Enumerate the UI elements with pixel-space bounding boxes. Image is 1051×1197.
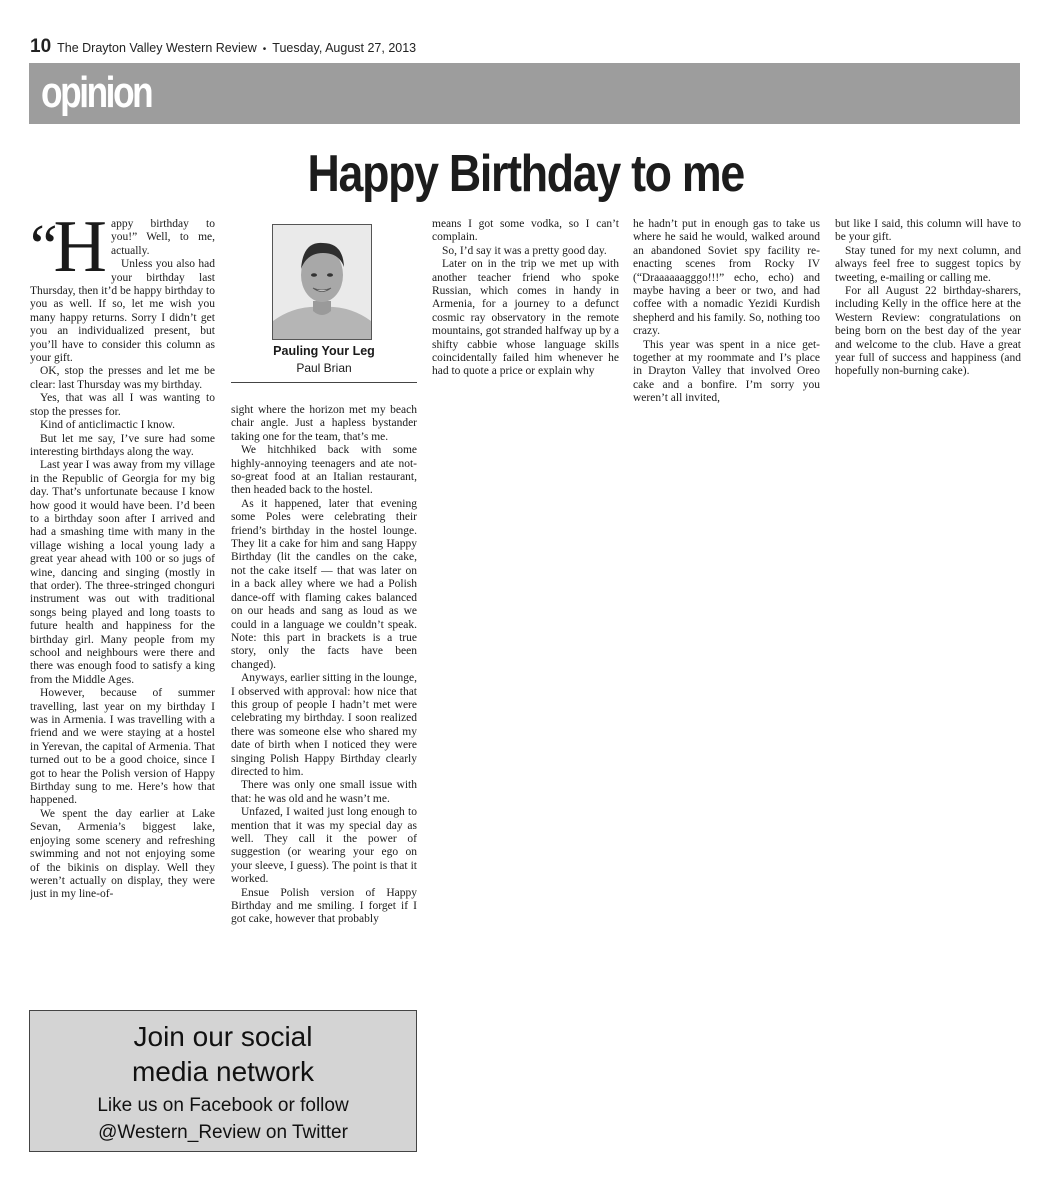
article-column-1 (30, 218, 215, 988)
ad-line-1: Join our social (133, 1021, 313, 1052)
paragraph: As it happened, later that evening some Poles were celebrating their friend’s birthday in the hostel lounge. They lit a cake for him and sang Happy Birthday (lit the candles on the cake, not the cake itself — that was later on in a back alley where we had a Polish dance-off with flaming cakes balanced on our heads and sang as loud as we could in a language we couldn’t speak. Note: this part in brackets is a true story, only the facts have been changed). (231, 497, 417, 671)
social-media-ad (29, 1010, 417, 1152)
paragraph: Last year I was away from my village in the Republic of Georgia for my big day. That’s unfortunate because I know how good it would have been. I’d been to a birthday soon after I arrived and had a smashing time with many in the village wishing a local young lady a great year ahead with 100 or so jugs of wine, dancing and singing (mostly in that order). The three-stringed chonguri instrument was out with traditional songs being played and long toasts to future health and happiness for the birthday girl. Many people from my school and neighbours were there and there was enough food to satisfy a king from the Middle Ages. (30, 459, 215, 686)
column-name: Pauling Your Leg (273, 344, 375, 358)
ad-subtext (30, 1092, 416, 1146)
paragraph: However, because of summer travelling, last year on my birthday I was in Armenia. I was travelling with a friend and we were staying at a hostel in Yerevan, the capital of Armenia. That turned out to be a good choice, since I got to hear the Polish version of Happy Birthday sung to me. Here’s how that happened. (30, 687, 215, 807)
paragraph: Kind of anticlimactic I know. (40, 419, 175, 432)
author-portrait-icon (273, 225, 371, 339)
article-column-5 (835, 218, 1021, 408)
paragraph: Ensue Polish version of Happy Birthday and me smiling. I forget if I got cake, however that probably (231, 886, 417, 926)
section-banner (29, 63, 1020, 124)
page-folio (30, 36, 416, 60)
paragraph: For all August 22 birthday-sharers, including Kelly in the office here at the Western Review: congratulations on being born on the best day of the year and welcome to the club. Have a great year full of success and happiness (and hopefully non-burning cake). (835, 285, 1021, 378)
paragraph: Later on in the trip we met up with another teacher friend who spoke Russian, which comes in handy in Armenia, for a journey to a defunct cosmic ray observatory in the remote mountains, got stranded halfway up by a shifty cabbie whose language skills coincidentally failed him whenever he had to quote a price or explain why (432, 258, 619, 378)
paragraph: appy birthday to you!” Well, to me, actually. (110, 218, 215, 257)
paragraph: There was only one small issue with that: he was old and he wasn’t me. (231, 779, 417, 805)
paragraph: Unless you also had your birthday last Thursday, then it’d be happy birthday to you as well. If so, let me wish you many happy returns. Sorry I didn’t get you an individualized present, but you’ll have to consider this column as your gift. (30, 258, 215, 365)
author-name: Paul Brian (296, 361, 352, 375)
byline (231, 222, 417, 382)
folio-separator: • (262, 44, 267, 55)
article-headline (0, 142, 1051, 206)
ad-headline (30, 1019, 416, 1089)
author-photo (272, 224, 372, 340)
paragraph: Stay tuned for my next column, and always feel free to suggest topics by tweeting, e-mailing or calling me. (835, 244, 1021, 284)
paragraph: But let me say, I’ve sure had some interesting birthdays along the way. (30, 432, 215, 458)
headline-text: Happy Birthday to me (307, 145, 744, 203)
paragraph: sight where the horizon met my beach chair angle. Just a hapless bystander taking one for the team, that’s me. (231, 404, 417, 443)
paragraph: he hadn’t put in enough gas to take us where he said he would, walked around an abandoned Soviet spy facility re-enacting scenes from Rocky IV (“Draaaaaagggo!!!” echo, echo) and maybe having a beer or two, and had coffee with a nomadic Yezidi Kurdish shepherd and his family. So, nothing too crazy. (633, 218, 820, 338)
article-column-2 (231, 404, 417, 990)
paragraph: So, I’d say it was a pretty good day. (442, 244, 607, 257)
section-title: opinion (41, 68, 152, 117)
paragraph: OK, stop the presses and let me be clear: last Thursday was my birthday. (30, 365, 215, 391)
ad-line-2: media network (131, 1056, 315, 1087)
ad-line-4: @Western_Review on Twitter (98, 1122, 348, 1143)
dropcap-quote: “ (30, 218, 54, 281)
article-column-4 (633, 218, 820, 408)
paragraph: Unfazed, I waited just long enough to mention that it was my special day as well. They call it the power of suggestion (or wearing your ego on your sleeve, I guess). The point is that it worked. (231, 806, 417, 886)
paragraph: We hitchhiked back with some highly-annoying teenagers and ate not-so-great food at an Italian restaurant, then headed back to the hostel. (231, 444, 417, 497)
dropcap (30, 218, 107, 288)
issue-date: Tuesday, August 27, 2013 (272, 41, 417, 55)
article-column-3 (432, 218, 619, 408)
ad-line-3: Like us on Facebook or follow (97, 1095, 349, 1116)
publication-name: The Drayton Valley Western Review (57, 41, 257, 55)
paragraph: means I got some vodka, so I can’t complain. (432, 218, 619, 244)
dropcap-letter: H (53, 218, 107, 288)
paragraph: but like I said, this column will have to be your gift. (835, 218, 1021, 244)
paragraph: This year was spent in a nice get-together at my roommate and I’s place in Drayton Valley that involved Oreo cake and a bonfire. I’m sorry you weren’t all invited, (633, 338, 820, 405)
byline-divider (231, 382, 417, 383)
paragraph: Yes, that was all I was wanting to stop the presses for. (30, 392, 215, 418)
paragraph: We spent the day earlier at Lake Sevan, Armenia’s biggest lake, enjoying some scenery and refreshing swimming and not not enjoying some of the bikinis on display. Well they weren’t actually on display, they were just in my line-of- (30, 807, 215, 901)
page-number: 10 (30, 36, 52, 57)
paragraph: Anyways, earlier sitting in the lounge, I observed with approval: how nice that this group of people I hadn’t met were celebrating my birthday. I soon realized there was someone else who shared my date of birth when I noticed they were singing Polish Happy Birthday clearly directed to him. (231, 672, 417, 778)
